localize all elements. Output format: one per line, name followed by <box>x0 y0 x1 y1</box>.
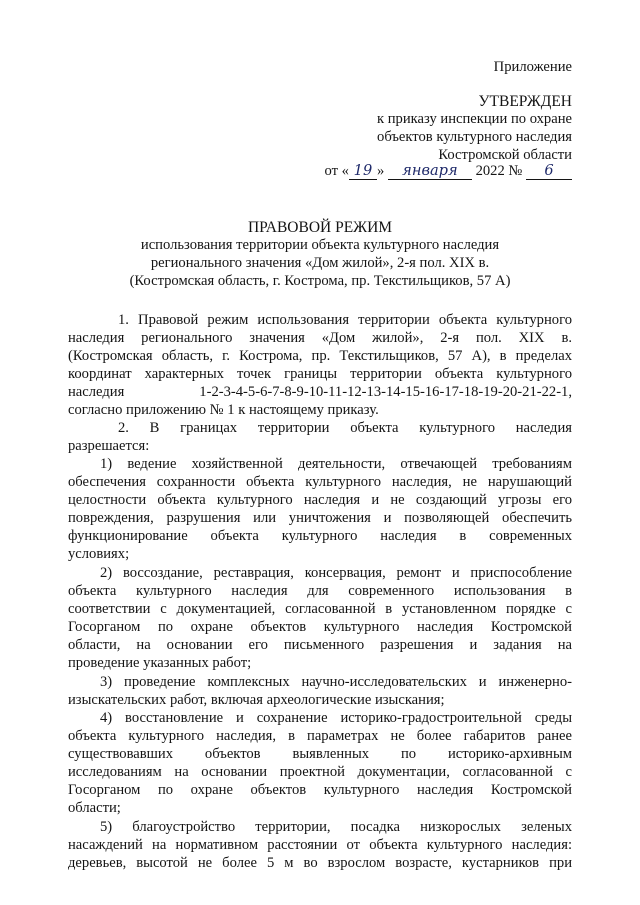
body-line: повреждения, разрушения или уничтожения и позволяющей обеспечить <box>68 510 572 526</box>
body-line: Госорганом по охране объектов культурного наследия Костромской <box>68 782 572 798</box>
body-line: разрешается: <box>68 438 150 454</box>
approved-heading: УТВЕРЖДЕН <box>478 93 572 110</box>
body-line: обеспечения сохранности объекта культурного наследия, не нарушающий <box>68 474 572 490</box>
appendix-label: Приложение <box>493 59 572 75</box>
subtitle-line-3: (Костромская область, г. Кострома, пр. Текстильщиков, 57 А) <box>129 273 511 289</box>
subtitle-line-2: регионального значения «Дом жилой», 2-я пол. XIX в. <box>150 255 490 271</box>
body-line: соответствии с документацией, согласованной в установленном порядке с <box>68 601 572 617</box>
year-number-label: 2022 № <box>475 163 523 179</box>
body-line: наследия 1-2-3-4-5-6-7-8-9-10-11-12-13-14-15-16-17-18-19-20-21-22-1, <box>68 384 572 400</box>
body-line: (Костромская область, г. Кострома, пр. Текстильщиков, 57 А), в пределах <box>68 348 572 364</box>
document-title: ПРАВОВОЙ РЕЖИМ <box>247 219 393 236</box>
body-line: деревьев, высотой не более 5 м во взрослом возрасте, кустарников при <box>68 855 572 871</box>
handwritten-month: января <box>388 164 472 180</box>
body-line: объекта культурного наследия, в параметрах не более габаритов ранее <box>68 728 572 744</box>
body-line: 3) проведение комплексных научно-исследовательских и инженерно- <box>100 674 572 690</box>
order-line-2: объектов культурного наследия <box>377 129 572 145</box>
body-line: 1) ведение хозяйственной деятельности, отвечающей требованиям <box>100 456 572 472</box>
body-line: условиях; <box>68 546 130 562</box>
body-line: функционирование объекта культурного наследия в современных <box>68 528 572 544</box>
body-line: наследия регионального значения «Дом жилой», 2-я пол. XIX в. <box>68 330 572 346</box>
body-line: исследованиям на основании проектной документации, согласованной с <box>68 764 572 780</box>
body-line: области, на основании его письменного разрешения и задания на <box>68 637 572 653</box>
subtitle-line-1: использования территории объекта культурного наследия <box>140 237 500 253</box>
body-line: области; <box>68 800 121 816</box>
body-line: проведение указанных работ; <box>68 655 252 671</box>
order-line-3: Костромской области <box>438 147 572 163</box>
body-line: Госорганом по охране объектов культурного наследия Костромской <box>68 619 572 635</box>
body-line: 4) восстановление и сохранение историко-градостроительной среды <box>100 710 572 726</box>
handwritten-number: 6 <box>526 164 572 180</box>
body-line: существовавших объектов выявленных по историко-архивным <box>68 746 572 762</box>
handwritten-day: 19 <box>349 164 377 180</box>
body-line: координат характерных точек границы территории объекта культурного <box>68 366 572 382</box>
body-line: насаждений на нормативном расстоянии от объекта культурного наследия: <box>68 837 572 853</box>
body-line: согласно приложению № 1 к настоящему приказу. <box>68 402 379 418</box>
order-date-line <box>325 164 572 180</box>
body-line: изыскательских работ, включая археологические изыскания; <box>68 692 445 708</box>
body-line: 2. В границах территории объекта культурного наследия <box>118 420 572 436</box>
body-line: 1. Правовой режим использования территории объекта культурного <box>118 312 572 328</box>
body-line: целостности объекта культурного наследия и не создающий угрозы его <box>68 492 572 508</box>
order-line-1: к приказу инспекции по охране <box>376 111 572 127</box>
date-mid: » <box>376 163 385 179</box>
date-prefix: от « <box>324 163 349 179</box>
body-line: 2) воссоздание, реставрация, консервация, ремонт и приспособление <box>100 565 572 581</box>
body-line: 5) благоустройство территории, посадка низкорослых зеленых <box>100 819 572 835</box>
body-line: объекта культурного наследия для современного использования в <box>68 583 572 599</box>
